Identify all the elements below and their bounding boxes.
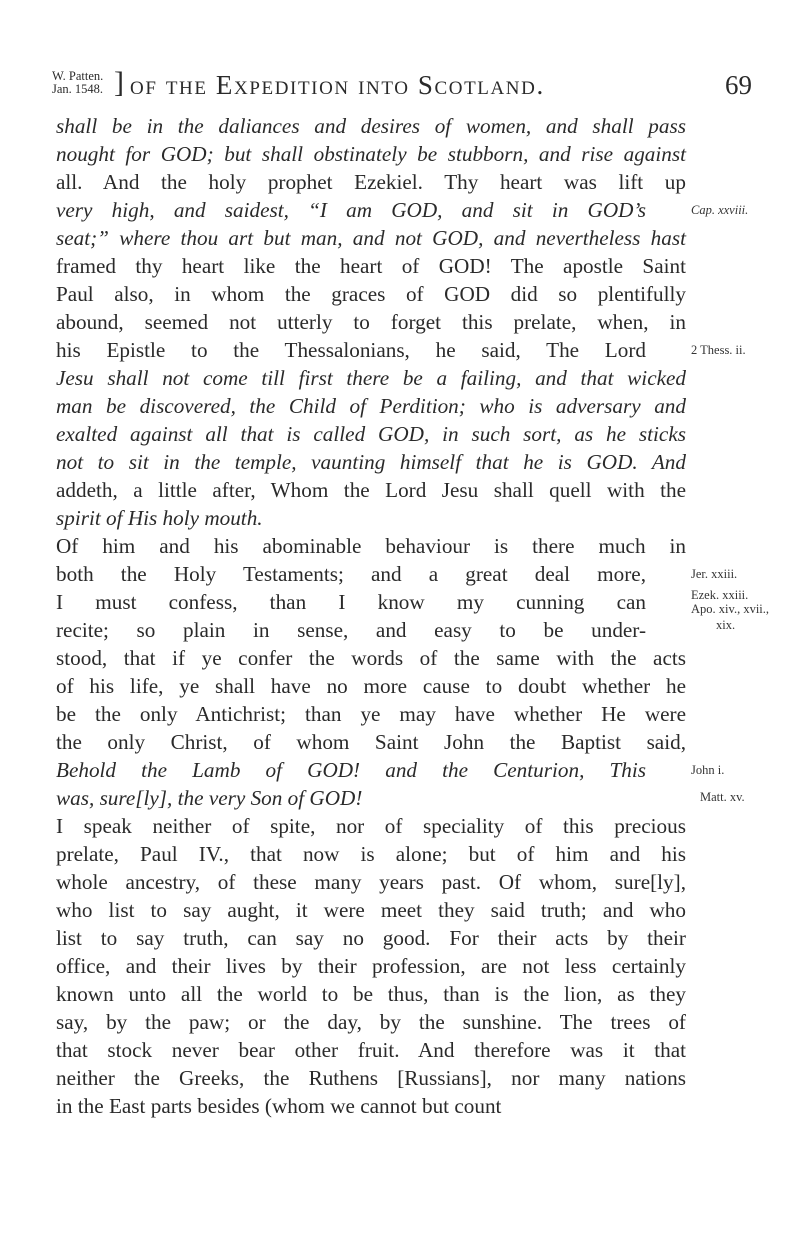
text-line: Paul also, in whom the graces of GOD did so plentifully (56, 282, 686, 306)
text-line: in the East parts besides (whom we cannot but count (56, 1094, 502, 1118)
header-author: W. Patten. (52, 69, 104, 83)
text-line: neither the Greeks, the Ruthens [Russians], nor many nations (56, 1066, 686, 1090)
text-line: his Epistle to the Thessalonians, he said, The Lord (56, 338, 646, 362)
margin-note: Apo. xiv., xvii., (691, 602, 770, 616)
margin-note: Cap. xxviii. (691, 203, 749, 217)
text-line: I must confess, than I know my cunning can (56, 590, 646, 614)
text-line: was, sure[ly], the very Son of GOD! (56, 786, 363, 810)
text-line: very high, and saidest, “I am GOD, and sit in GOD’s (56, 198, 646, 222)
text-line: whole ancestry, of these many years past. Of whom, sure[ly], (56, 870, 686, 894)
text-line: man be discovered, the Child of Perdition; who is adversary and (56, 394, 686, 418)
text-line: list to say truth, can say no good. For their acts by their (56, 926, 686, 950)
margin-note: John i. (691, 763, 725, 777)
text-line: exalted against all that is called GOD, in such sort, as he sticks (56, 422, 686, 446)
margin-note: xix. (716, 618, 736, 632)
text-line: that stock never bear other fruit. And therefore was it that (56, 1038, 686, 1062)
text-line: all. And the holy prophet Ezekiel. Thy heart was lift up (56, 170, 686, 194)
text-line: of his life, ye shall have no more cause to doubt whether he (56, 674, 686, 698)
margin-note: 2 Thess. ii. (691, 343, 746, 357)
text-line: stood, that if ye confer the words of the same with the acts (56, 646, 686, 670)
text-line: nought for GOD; but shall obstinately be stubborn, and rise against (56, 142, 686, 166)
margin-note: Ezek. xxiii. (691, 588, 749, 602)
text-line: say, by the paw; or the day, by the sunshine. The trees of (56, 1010, 686, 1034)
header-bracket: ] (114, 66, 124, 99)
header-side-note (52, 70, 103, 96)
text-line: seat;” where thou art but man, and not GOD, and nevertheless hast (56, 226, 686, 250)
text-line: shall be in the daliances and desires of women, and shall pass (56, 114, 686, 138)
text-line: office, and their lives by their profession, are not less certainly (56, 954, 686, 978)
text-line: spirit of His holy mouth. (56, 506, 263, 530)
header-title: of the Expedition into Scotland. (130, 70, 545, 100)
margin-note: Jer. xxiii. (691, 567, 738, 581)
text-line: I speak neither of spite, nor of speciality of this precious (56, 814, 686, 838)
text-line: addeth, a little after, Whom the Lord Jesu shall quell with the (56, 478, 686, 502)
text-line: be the only Antichrist; than ye may have whether He were (56, 702, 686, 726)
text-line: known unto all the world to be thus, than is the lion, as they (56, 982, 686, 1006)
text-line: the only Christ, of whom Saint John the Baptist said, (56, 730, 686, 754)
text-line: Jesu shall not come till first there be a failing, and that wicked (56, 366, 686, 390)
text-line: framed thy heart like the heart of GOD! The apostle Saint (56, 254, 686, 278)
text-line: prelate, Paul IV., that now is alone; but of him and his (56, 842, 686, 866)
text-line: recite; so plain in sense, and easy to be under- (56, 618, 646, 642)
text-line: abound, seemed not utterly to forget this prelate, when, in (56, 310, 686, 334)
text-line: both the Holy Testaments; and a great deal more, (56, 562, 646, 586)
text-line: Behold the Lamb of GOD! and the Centurion, This (56, 758, 646, 782)
text-line: Of him and his abominable behaviour is there much in (56, 534, 686, 558)
text-line: who list to say aught, it were meet they said truth; and who (56, 898, 686, 922)
text-line: not to sit in the temple, vaunting himself that he is GOD. And (56, 450, 686, 474)
margin-note: Matt. xv. (700, 790, 745, 804)
page-number: 69 (725, 70, 752, 100)
header-date: Jan. 1548. (52, 82, 104, 96)
